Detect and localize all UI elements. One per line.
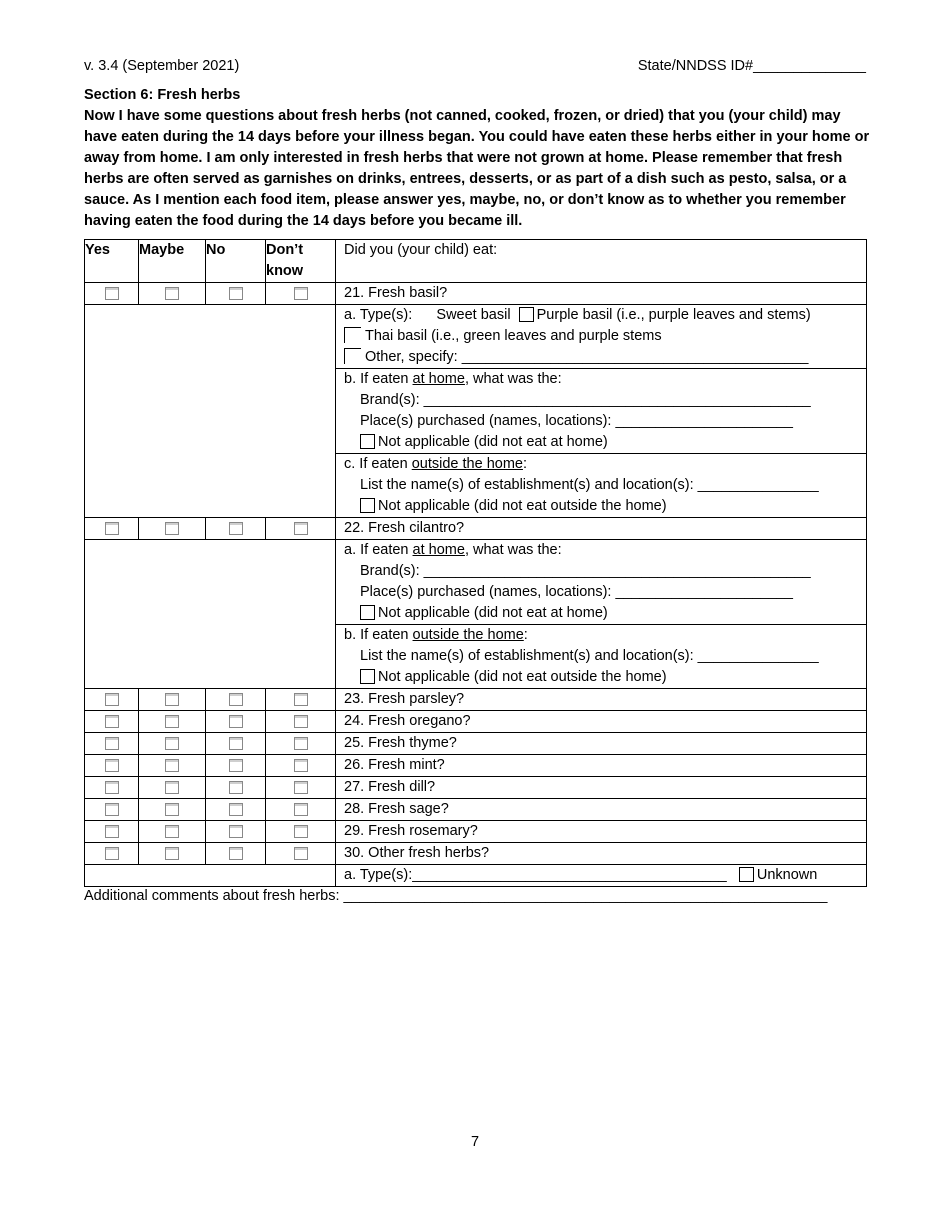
maybe-checkbox[interactable]	[165, 803, 179, 816]
outside-home-cell: b. If eaten outside the home: List the name(s) of establishment(s) and location(s): _______________ Not applicable (did not eat outside the home)	[336, 625, 867, 689]
no-checkbox[interactable]	[229, 715, 243, 728]
dont-know-checkbox[interactable]	[294, 287, 308, 300]
page-header	[84, 58, 866, 78]
table-row	[85, 865, 867, 887]
table-row	[85, 821, 867, 843]
other-types-field[interactable]: a. Type(s):_______________________________________	[344, 867, 727, 883]
no-checkbox[interactable]	[229, 781, 243, 794]
comments-field[interactable]: Additional comments about fresh herbs: ____________________________________________________________	[84, 888, 828, 904]
dont-know-checkbox[interactable]	[294, 759, 308, 772]
yes-checkbox[interactable]	[105, 693, 119, 706]
no-checkbox[interactable]	[229, 803, 243, 816]
table-row	[85, 843, 867, 865]
col-maybe: Maybe	[139, 240, 206, 283]
outside-home-cell: c. If eaten outside the home: List the name(s) of establishment(s) and location(s): _______________ Not applicable (did not eat outside the home)	[336, 454, 867, 518]
blank-cell	[85, 305, 336, 518]
dont-know-checkbox[interactable]	[294, 715, 308, 728]
page-number: 7	[470, 1134, 480, 1150]
dont-know-checkbox[interactable]	[294, 737, 308, 750]
yes-checkbox[interactable]	[105, 781, 119, 794]
dont-know-checkbox[interactable]	[294, 825, 308, 838]
yes-checkbox[interactable]	[105, 287, 119, 300]
col-no: No	[206, 240, 266, 283]
section-title: Section 6: Fresh herbs	[84, 87, 241, 103]
blank-cell	[85, 540, 336, 689]
no-checkbox[interactable]	[229, 737, 243, 750]
maybe-checkbox[interactable]	[165, 781, 179, 794]
no-checkbox[interactable]	[229, 825, 243, 838]
table-header-row	[85, 240, 867, 283]
no-checkbox[interactable]	[229, 693, 243, 706]
col-dont-know: Don’t know	[266, 240, 336, 283]
no-checkbox[interactable]	[229, 847, 243, 860]
no-checkbox[interactable]	[229, 287, 243, 300]
yes-checkbox[interactable]	[105, 715, 119, 728]
maybe-checkbox[interactable]	[165, 287, 179, 300]
question-label: 30. Other fresh herbs?	[336, 843, 867, 865]
question-label: 23. Fresh parsley?	[336, 689, 867, 711]
establishment-field[interactable]: List the name(s) of establishment(s) and location(s): _______________	[360, 648, 819, 664]
question-label: 26. Fresh mint?	[336, 755, 867, 777]
question-label: 27. Fresh dill?	[336, 777, 867, 799]
blank-cell	[85, 865, 336, 887]
establishment-field[interactable]: List the name(s) of establishment(s) and location(s): _______________	[360, 477, 819, 493]
question-label: 24. Fresh oregano?	[336, 711, 867, 733]
dont-know-checkbox[interactable]	[294, 847, 308, 860]
col-yes: Yes	[85, 240, 139, 283]
yes-checkbox[interactable]	[105, 847, 119, 860]
state-id-field[interactable]: State/NNDSS ID#______________	[637, 58, 866, 74]
dont-know-checkbox[interactable]	[294, 803, 308, 816]
yes-checkbox[interactable]	[105, 759, 119, 772]
thai-basil-checkbox[interactable]	[344, 327, 361, 343]
maybe-checkbox[interactable]	[165, 522, 179, 535]
maybe-checkbox[interactable]	[165, 759, 179, 772]
dont-know-checkbox[interactable]	[294, 781, 308, 794]
yes-checkbox[interactable]	[105, 825, 119, 838]
place-field[interactable]: Place(s) purchased (names, locations): ______________________	[360, 584, 793, 600]
section-intro: Now I have some questions about fresh herbs (not canned, cooked, frozen, or dried) that you (your child) may have eaten during the 14 days before your illness began. You could have eaten these herbs either in your home or away from home. I am only interested in fresh herbs that were not grown at home. Please remember that fresh herbs are often served as garnishes on drinks, entrees, desserts, or as part of a dish such as pesto, salsa, or a sauce. As I mention each food item, please answer yes, maybe, no, or don’t know as to whether you remember having eaten the food during the 14 days before you became ill.	[84, 108, 870, 229]
question-label: 28. Fresh sage?	[336, 799, 867, 821]
table-row	[85, 518, 867, 540]
brand-field[interactable]: Brand(s): ________________________________________________	[360, 392, 811, 408]
version-label: v. 3.4 (September 2021)	[84, 58, 240, 74]
maybe-checkbox[interactable]	[165, 737, 179, 750]
na-outside-checkbox[interactable]	[360, 669, 375, 684]
maybe-checkbox[interactable]	[165, 847, 179, 860]
table-row	[85, 755, 867, 777]
no-checkbox[interactable]	[229, 759, 243, 772]
maybe-checkbox[interactable]	[165, 715, 179, 728]
table-row	[85, 689, 867, 711]
table-row	[85, 799, 867, 821]
other-herbs-types-cell: a. Type(s):_______________________________________ Unknown	[336, 865, 867, 887]
unknown-checkbox[interactable]	[739, 867, 754, 882]
question-label: 21. Fresh basil?	[336, 283, 867, 305]
table-row	[85, 283, 867, 305]
yes-checkbox[interactable]	[105, 737, 119, 750]
table-row	[85, 733, 867, 755]
col-question: Did you (your child) eat:	[336, 240, 867, 283]
question-label: 29. Fresh rosemary?	[336, 821, 867, 843]
purple-basil-checkbox[interactable]	[519, 307, 534, 322]
na-home-checkbox[interactable]	[360, 605, 375, 620]
yes-checkbox[interactable]	[105, 803, 119, 816]
na-outside-checkbox[interactable]	[360, 498, 375, 513]
dont-know-checkbox[interactable]	[294, 522, 308, 535]
question-label: 22. Fresh cilantro?	[336, 518, 867, 540]
at-home-cell: a. If eaten at home, what was the: Brand(s): ________________________________________________ Place(s) purchased (names, locations): ______________________ Not applicable (did not eat at home)	[336, 540, 867, 625]
other-basil-checkbox[interactable]	[344, 348, 361, 364]
maybe-checkbox[interactable]	[165, 693, 179, 706]
table-row	[85, 305, 867, 369]
table-row	[85, 777, 867, 799]
at-home-cell: b. If eaten at home, what was the: Brand(s): ________________________________________________ Place(s) purchased (names, locations): ______________________ Not applicable (did not eat at home)	[336, 369, 867, 454]
table-row	[85, 540, 867, 625]
table-row	[85, 711, 867, 733]
place-field[interactable]: Place(s) purchased (names, locations): ______________________	[360, 413, 793, 429]
maybe-checkbox[interactable]	[165, 825, 179, 838]
yes-checkbox[interactable]	[105, 522, 119, 535]
basil-types-cell: a. Type(s): Sweet basil Purple basil (i.e., purple leaves and stems) Thai basil (i.e., green leaves and purple stems Other, specify: ___________________________________________	[336, 305, 867, 369]
no-checkbox[interactable]	[229, 522, 243, 535]
questionnaire-table	[84, 239, 867, 887]
dont-know-checkbox[interactable]	[294, 693, 308, 706]
na-home-checkbox[interactable]	[360, 434, 375, 449]
brand-field[interactable]: Brand(s): ________________________________________________	[360, 563, 811, 579]
question-label: 25. Fresh thyme?	[336, 733, 867, 755]
other-specify-field[interactable]: Other, specify: ___________________________________________	[365, 349, 809, 365]
